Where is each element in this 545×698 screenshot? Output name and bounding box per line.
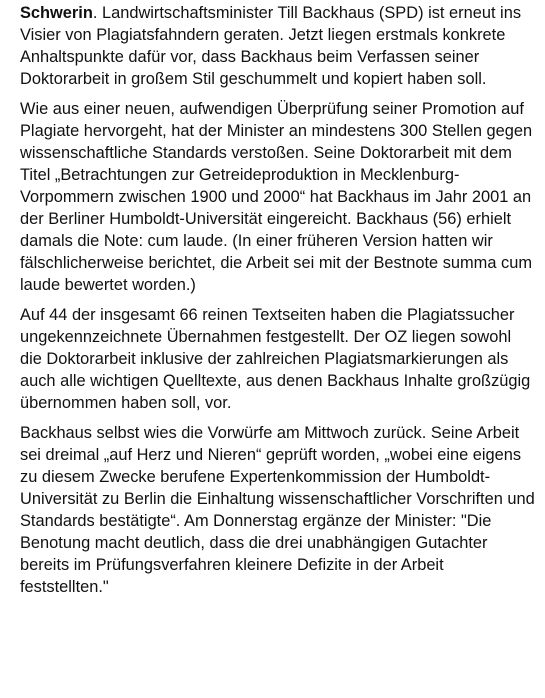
article-paragraph-4: Backhaus selbst wies die Vorwürfe am Mittwoch zurück. Seine Arbeit sei dreimal „auf Herz und Nieren“ geprüft worden, „wobei eine eigens zu diesem Zwecke berufene Expertenkommission der Humboldt-Universität zu Berlin die Einhaltung wissenschaftlicher Vorschriften und Standards bestätigte“. Am Donnerstag ergänze der Minister: "Die Benotung macht deutlich, dass die drei unabhängigen Gutachter bereits im Prüfungsverfahren kleinere Defizite in der Arbeit feststellten."	[20, 424, 535, 596]
dateline: Schwerin	[20, 4, 93, 22]
paragraph-1-text: . Landwirtschaftsminister Till Backhaus (SPD) ist erneut ins Visier von Plagiatsfahndern geraten. Jetzt liegen erstmals konkrete Anhaltspunkte dafür vor, dass Backhaus beim Verfassen seiner Doktorarbeit in großem Stil geschummelt und kopiert haben soll.	[20, 4, 522, 88]
article-paragraph-1	[20, 2, 535, 90]
article-paragraph-3: Auf 44 der insgesamt 66 reinen Textseiten haben die Plagiatssucher ungekennzeichnete Übernahmen festgestellt. Der OZ liegen sowohl die Doktorarbeit inklusive der zahlreichen Plagiatsmarkierungen als auch alle wichtigen Quelltexte, aus denen Backhaus Inhalte großzügig übernommen haben soll, vor.	[20, 306, 531, 412]
article-paragraph-2: Wie aus einer neuen, aufwendigen Überprüfung seiner Promotion auf Plagiate hervorgeht, hat der Minister an mindestens 300 Stellen gegen wissenschaftliche Standards verstoßen. Seine Doktorarbeit mit dem Titel „Betrachtungen zur Getreideproduktion in Mecklenburg-Vorpommern zwischen 1900 und 2000“ hat Backhaus im Jahr 2001 an der Berliner Humboldt-Universität eingereicht. Backhaus (56) erhielt damals die Note: cum laude. (In einer früheren Version hatten wir fälschlicherweise berichtet, die Arbeit sei mit der Bestnote summa cum laude bewertet worden.)	[20, 100, 533, 294]
